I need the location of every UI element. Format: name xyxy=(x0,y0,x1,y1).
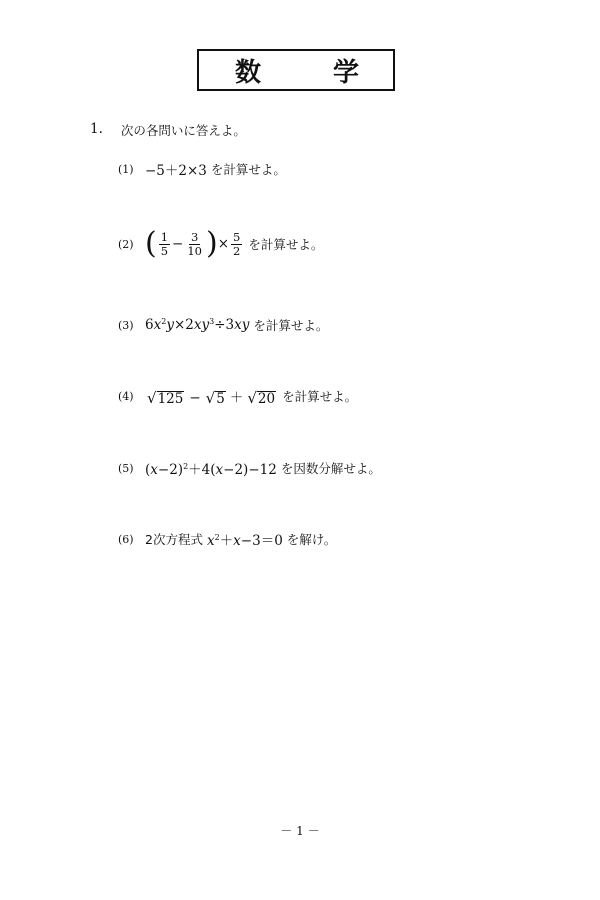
numerator: 5 xyxy=(233,229,241,244)
section-instruction: 次の各問いに答えよ。 xyxy=(120,123,246,138)
operator: − xyxy=(189,390,201,406)
question-expression: −5＋2×3 xyxy=(145,163,207,179)
question-number: (6) xyxy=(118,532,134,546)
denominator: 5 xyxy=(160,243,169,258)
question-prefix: 2次方程式 xyxy=(145,532,203,547)
question-instruction: を計算せよ。 xyxy=(253,318,329,333)
square-root: √ 5 xyxy=(205,389,225,407)
question-number: (1) xyxy=(118,162,134,176)
question-instruction: を計算せよ。 xyxy=(282,389,358,404)
title-char-2: 学 xyxy=(332,57,359,88)
page-number: － 1 － xyxy=(280,824,320,838)
question-expression: $6x^2y\times 2xy^3\div 3xy$ xyxy=(145,317,250,333)
radicand: 5 xyxy=(216,391,225,407)
fraction xyxy=(159,231,170,258)
question-expression: $x^2+x-3=0$ xyxy=(206,533,283,549)
question-number: (2) xyxy=(118,237,134,251)
question-6 xyxy=(118,529,336,549)
question-3 xyxy=(118,316,328,334)
question-instruction: を計算せよ。 xyxy=(248,237,324,252)
section-number: 1. xyxy=(90,121,103,137)
square-root: √ 125 xyxy=(147,389,184,407)
denominator: 10 xyxy=(187,243,202,258)
numerator: 3 xyxy=(191,229,199,244)
radicand: 20 xyxy=(257,391,276,407)
question-5 xyxy=(118,458,381,478)
operator: × xyxy=(217,236,230,252)
question-expression xyxy=(145,226,244,261)
question-4 xyxy=(118,386,357,406)
title-char-1: 数 xyxy=(235,57,262,88)
section-heading xyxy=(90,121,246,139)
fraction xyxy=(185,231,204,258)
question-instruction: を計算せよ。 xyxy=(210,162,286,177)
operator: − xyxy=(172,236,184,252)
question-instruction: を解け。 xyxy=(286,532,337,547)
fraction xyxy=(231,231,242,258)
numerator: 1 xyxy=(160,229,169,244)
left-paren: ( xyxy=(145,226,157,261)
right-paren: ) xyxy=(206,226,218,261)
radicand: 125 xyxy=(157,391,184,407)
question-1 xyxy=(118,159,286,179)
question-expression xyxy=(145,386,278,406)
question-number: (4) xyxy=(118,389,134,403)
question-number: (3) xyxy=(118,318,134,332)
question-instruction: を因数分解せよ。 xyxy=(280,461,381,476)
question-expression: $(x-2)^2+4(x-2)-12$ xyxy=(145,462,277,478)
denominator: 2 xyxy=(233,243,241,258)
question-number: (5) xyxy=(118,461,134,475)
square-root: √ 20 xyxy=(247,389,276,407)
question-2 xyxy=(118,226,324,261)
operator: ＋ xyxy=(229,390,244,406)
title-box xyxy=(197,49,395,91)
